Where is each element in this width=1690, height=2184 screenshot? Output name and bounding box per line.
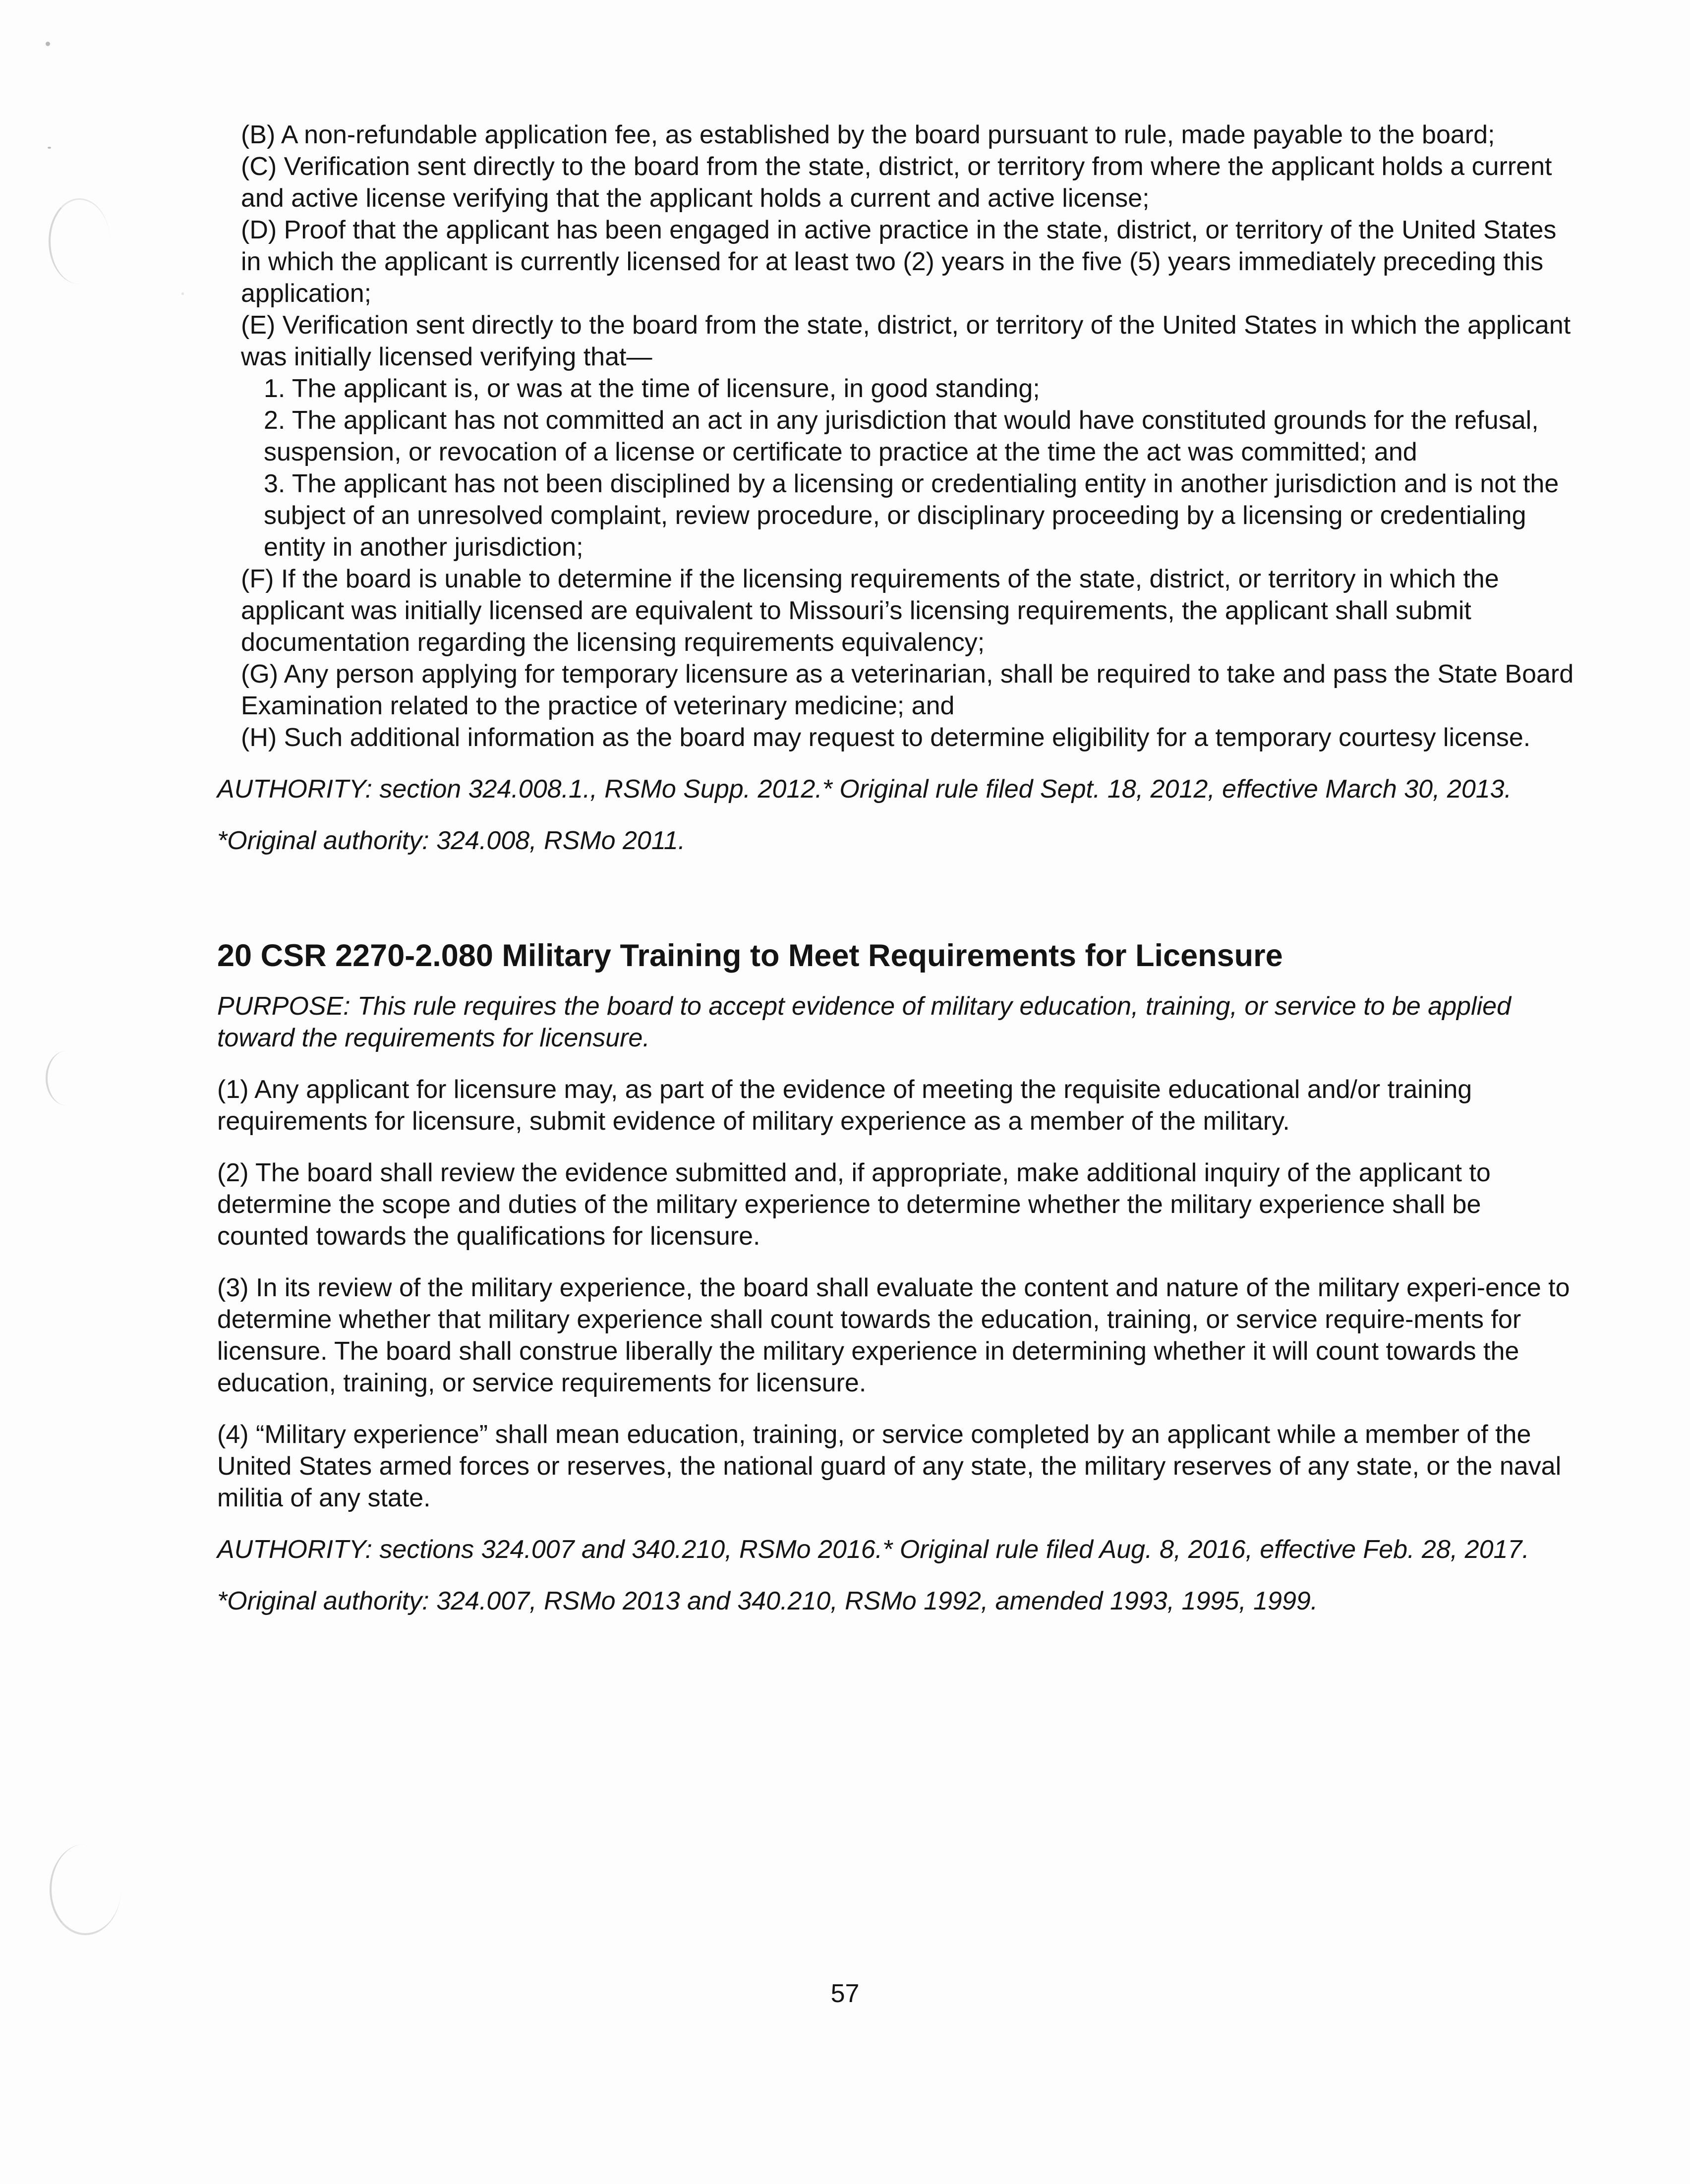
- scan-speck: [46, 42, 50, 46]
- list-item-b: (B) A non-refundable application fee, as established by the board pursuant to rule, made payable to the board;: [241, 120, 1495, 149]
- sub-item-1: 1. The applicant is, or was at the time of licensure, in good standing;: [264, 374, 1040, 403]
- section-heading: 20 CSR 2270-2.080 Military Training to Meet Requirements for Licensure: [217, 938, 1283, 973]
- list-item-f: (F) If the board is unable to determine if the licensing requirements of the state, district, or territory in which the applicant was initially licensed are equivalent to Missouri’s licensing requirements, the applicant shall submit documentation regarding the licensing requirements equivalency;: [241, 565, 1499, 657]
- list-item-c: (C) Verification sent directly to the board from the state, district, or territory from where the applicant holds a current and active license verifying that the applicant holds a current and active license;: [241, 152, 1552, 213]
- purpose-statement: PURPOSE: This rule requires the board to accept evidence of military education, training, or service to be applied toward the requirements for licensure.: [217, 992, 1512, 1052]
- binder-hole-mark: [49, 198, 110, 284]
- paragraph-2: (2) The board shall review the evidence submitted and, if appropriate, make additional inquiry of the applicant to determine the scope and duties of the military experience to determine whether the military experience shall be counted towards the qualifications for licensure.: [217, 1158, 1491, 1251]
- scan-speck: [181, 292, 184, 295]
- binder-hole-mark: [50, 1844, 121, 1935]
- original-authority-note: *Original authority: 324.007, RSMo 2013 and 340.210, RSMo 1992, amended 1993, 1995, 1999.: [217, 1587, 1318, 1615]
- authority-note: AUTHORITY: section 324.008.1., RSMo Supp. 2012.* Original rule filed Sept. 18, 2012, effective March 30, 2013.: [217, 775, 1512, 804]
- list-item-g: (G) Any person applying for temporary licensure as a veterinarian, shall be required to take and pass the State Board Examination related to the practice of veterinary medicine; and: [241, 660, 1574, 720]
- authority-note: AUTHORITY: sections 324.007 and 340.210, RSMo 2016.* Original rule filed Aug. 8, 2016, effective Feb. 28, 2017.: [217, 1535, 1529, 1564]
- binder-hole-mark: [46, 1051, 87, 1105]
- paragraph-1: (1) Any applicant for licensure may, as part of the evidence of meeting the requisite educational and/or training requirements for licensure, submit evidence of military experience as a member of the military.: [217, 1075, 1472, 1136]
- page-number: 57: [830, 1979, 860, 2008]
- sub-item-2: 2. The applicant has not committed an act in any jurisdiction that would have constituted grounds for the refusal, suspension, or revocation of a license or certificate to practice at the time the act was committed; and: [264, 406, 1539, 466]
- list-item-e: (E) Verification sent directly to the board from the state, district, or territory of the United States in which the applicant was initially licensed verifying that—: [241, 311, 1571, 371]
- document-body: [217, 119, 1575, 1617]
- sub-item-3: 3. The applicant has not been disciplined by a licensing or credentialing entity in another jurisdiction and is not the subject of an unresolved complaint, review procedure, or disciplinary proceeding by a licensing or credentialing entity in another jurisdiction;: [264, 469, 1559, 562]
- scan-speck: [48, 147, 51, 149]
- list-item-h: (H) Such additional information as the board may request to determine eligibility for a temporary courtesy license.: [241, 723, 1531, 752]
- paragraph-3: (3) In its review of the military experience, the board shall evaluate the content and nature of the military experi-ence to determine whether that military experience shall count towards the education, training, or service require-ments for licensure. The board shall construe liberally the military experience in determining whether it will count towards the education, training, or service requirements for licensure.: [217, 1273, 1570, 1397]
- list-item-d: (D) Proof that the applicant has been engaged in active practice in the state, district, or territory of the United States in which the applicant is currently licensed for at least two (2) years in the five (5) years immediately preceding this application;: [241, 216, 1557, 308]
- original-authority-note: *Original authority: 324.008, RSMo 2011.: [217, 826, 686, 855]
- paragraph-4: (4) “Military experience” shall mean education, training, or service completed by an applicant while a member of the United States armed forces or reserves, the national guard of any state, the military reserves of any state, or the naval militia of any state.: [217, 1420, 1562, 1512]
